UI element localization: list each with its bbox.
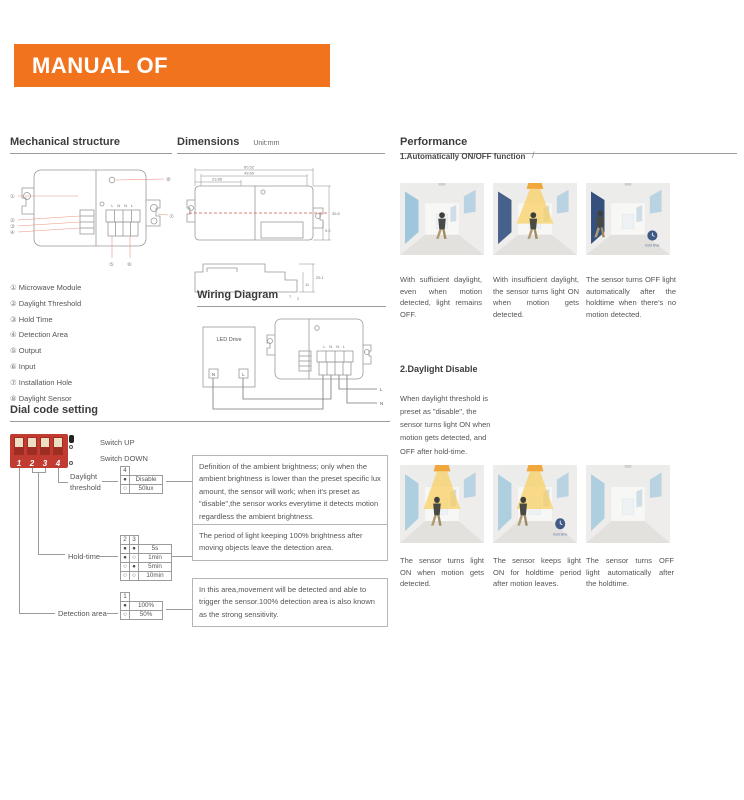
hold-time-desc: The period of light keeping 100% brightness after moving objects leave the detection area. <box>192 524 388 561</box>
hallway-illustration-empty-off <box>586 465 670 543</box>
callout-1: ① <box>10 194 15 200</box>
dim-s1: 25.1 <box>316 275 324 280</box>
svg-text:hold time: hold time <box>645 243 660 248</box>
list-item: ① Microwave Module <box>10 283 82 292</box>
caption: The sensor turns light ON when motion gets detected. <box>400 556 484 589</box>
dip-switch-4 <box>53 437 63 455</box>
list-item: ③ Hold Time <box>10 314 53 324</box>
out-l-label: L <box>380 387 383 392</box>
list-item: ② Daylight Threshold <box>10 298 82 308</box>
daylight-disable-paragraph: When daylight threshold is preset as "disable", the sensor turns light ON when motion gets detected, and OFF after hold-time. <box>400 394 491 456</box>
dim-s4: 2 <box>297 296 300 301</box>
dim-w1: 60.52 <box>243 164 255 170</box>
switch-up-icon <box>68 435 74 449</box>
dimensions-unit: Unit:mm <box>253 140 280 147</box>
hallway-illustration-light-off-holdtime <box>586 183 670 255</box>
caption: With insufficient daylight, the sensor turns light ON when motion gets detected. <box>493 275 579 319</box>
dim-h2: 9.2 <box>325 228 331 233</box>
performance-heading: Performance <box>400 136 737 154</box>
dim-h1: 35.6 <box>332 211 340 216</box>
list-item: ⑤ Output <box>10 346 42 356</box>
hallway-illustration-light-on <box>493 183 577 255</box>
mechanical-structure-heading: Mechanical structure <box>10 136 172 154</box>
led-n-terminal: N <box>211 372 216 377</box>
switch-down-label: Switch DOWN <box>100 453 148 463</box>
detection-area-label: Detection area <box>58 609 107 618</box>
daylight-threshold-table: 4 ● Disable ○ 50lux <box>120 466 163 494</box>
switch-legend <box>68 434 148 466</box>
performance-section <box>400 136 737 656</box>
dim-w3: 23.86 <box>211 176 223 182</box>
switch-up-label: Switch UP <box>100 437 135 447</box>
dim-s2: 11 <box>305 282 310 287</box>
led-drive-label: LED Drive <box>216 337 242 343</box>
callout-8: ⑧ <box>166 177 171 183</box>
dimensions-heading: Dimensions <box>177 136 240 148</box>
wiring-drawing <box>197 311 386 415</box>
auto-onoff-subheading: 1.Automatically ON/OFF function <box>400 152 526 161</box>
dimensions-drawing <box>177 160 385 302</box>
wiring-diagram-section <box>197 289 386 420</box>
hallway-illustration-motion-on <box>400 465 484 543</box>
dial-heading: Dial code setting <box>10 404 390 422</box>
daylight-disable-subheading: 2.Daylight Disable <box>400 364 478 374</box>
parts-list <box>10 283 172 403</box>
hold-time-clock-icon <box>647 230 657 240</box>
callout-3: ③ <box>10 224 15 230</box>
switch-down-icon <box>68 451 74 465</box>
dip-switch-1 <box>14 437 24 455</box>
callout-2: ② <box>10 218 15 224</box>
list-item: ④ Detection Area <box>10 330 68 340</box>
dip-switch-2 <box>27 437 37 455</box>
device-diagram <box>8 164 178 272</box>
callout-5: ⑤ <box>109 262 114 268</box>
dim-w2: 49.60 <box>243 170 255 176</box>
stray-mark: / <box>532 150 535 160</box>
callout-7: ⑦ <box>169 214 174 220</box>
dimensions-section <box>177 136 385 307</box>
detection-area-table: 1 ● 100% ○ 50% <box>120 592 163 620</box>
caption: The sensor turns OFF light automatically after the holdtime. <box>586 556 674 589</box>
list-item: ⑥ Input <box>10 361 36 371</box>
callout-4: ④ <box>10 230 15 236</box>
device-terminal-labels: L N N L <box>323 345 347 349</box>
led-l-terminal: L <box>242 372 245 377</box>
svg-text:hold time: hold time <box>553 532 568 537</box>
hallway-illustration-daylight-off <box>400 183 484 255</box>
caption: The sensor turns OFF light automatically after the holdtime when there's no motion detected. <box>586 275 676 319</box>
list-item: ⑦ Installation Hole <box>10 377 73 387</box>
daylight-threshold-label: Daylight threshold <box>70 472 101 493</box>
mechanical-structure-section <box>10 136 172 409</box>
wiring-heading: Wiring Diagram <box>197 289 386 307</box>
daylight-threshold-desc: Definition of the ambient brightness; only when the ambient brightness is lower than the preset specific lux amount, the sensor will work; when it's preset as "disable",the sensor works everytime it detects motion regardless the ambient brightness. <box>192 455 388 529</box>
hold-time-clock-icon <box>555 518 565 529</box>
hallway-illustration-holdtime-on <box>493 465 577 543</box>
callout-6: ⑥ <box>127 262 132 268</box>
out-n-label: N <box>380 401 384 406</box>
hold-time-label: Hold-time <box>68 552 101 561</box>
caption: With sufficient daylight, even when motion detected, light remains OFF. <box>400 275 482 319</box>
dip-switch-3 <box>40 437 50 455</box>
terminal-labels: L N N L <box>111 204 135 208</box>
page-title: MANUAL OF INSTALLATION <box>14 44 330 87</box>
dial-code-section <box>10 404 390 644</box>
detection-area-desc: In this area,movement will be detected and able to trigger the sensor.100% detection area is also known as the strong sensitivity. <box>192 578 388 627</box>
caption: The sensor keeps light ON for holdtime period after motion leaves. <box>493 556 581 589</box>
list-item: ⑧ Daylight Sensor <box>10 393 72 403</box>
dip-switch: 1 2 3 4 <box>10 434 68 468</box>
hold-time-table: 2 3 ● ● 5s ● ○ 1min ○ ● 5min ○ ○ 10min <box>120 535 172 581</box>
dim-s3: 7 <box>289 294 292 299</box>
